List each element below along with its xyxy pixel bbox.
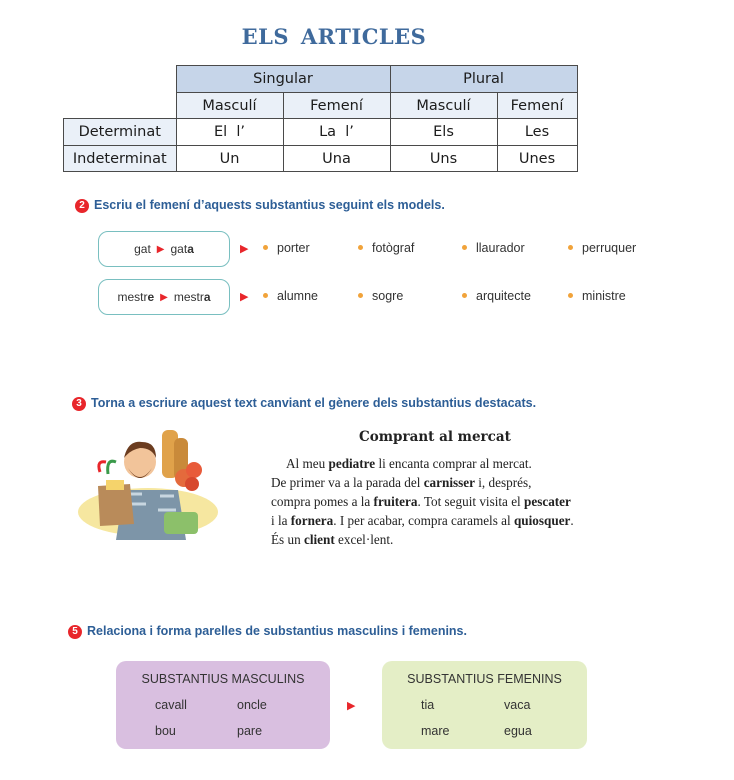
model-mestre: mestr e ▶ mestr a	[98, 279, 230, 315]
noun: bou	[155, 724, 176, 738]
story-text	[271, 454, 651, 549]
cell: Unes	[497, 146, 577, 172]
story-line: i la fornera. I per acabar, compra caramels al quiosquer.	[271, 513, 574, 528]
word-item: arquitecte	[462, 289, 531, 303]
masculine-nouns-box	[116, 661, 330, 749]
cell: Uns	[390, 146, 497, 172]
word-item: alumne	[263, 289, 318, 303]
arrow-right-icon: ▶	[347, 700, 356, 712]
row-label-determinat: Determinat	[64, 119, 177, 146]
cell: Un	[176, 146, 283, 172]
header-masc-plural: Masculí	[390, 93, 497, 119]
articles-table	[63, 65, 578, 172]
cell: Una	[283, 146, 390, 172]
story-line: De primer va a la parada del carnisser i, després,	[271, 475, 532, 490]
exercise-5-heading: 5 Relaciona i forma parelles de substantius masculins i femenins.	[68, 624, 467, 639]
noun: mare	[421, 724, 450, 738]
noun: egua	[504, 724, 532, 738]
word-item: ministre	[568, 289, 626, 303]
noun: cavall	[155, 698, 187, 712]
exercise-2-heading: 2 Escriu el femení d’aquests substantius seguint els models.	[75, 198, 445, 213]
header-plural: Plural	[390, 66, 577, 93]
arrow-right-icon: ▶	[160, 291, 168, 303]
word-item: sogre	[358, 289, 403, 303]
noun: vaca	[504, 698, 531, 712]
story-line: compra pomes a la fruitera. Tot seguit visita el pescater	[271, 494, 571, 509]
cell: Els	[390, 119, 497, 146]
feminine-nouns-box	[382, 661, 587, 749]
arrow-right-icon: ▶	[156, 243, 165, 255]
noun: tia	[421, 698, 435, 712]
cell: Les	[497, 119, 577, 146]
exercise-3-heading: 3 Torna a escriure aquest text canviant el gènere dels substantius destacats.	[72, 396, 536, 411]
word-item: porter	[263, 241, 310, 255]
header-fem-singular: Femení	[283, 93, 390, 119]
exercise-number-badge: 2	[75, 199, 89, 213]
cell: La l’	[283, 119, 390, 146]
arrow-right-icon: ▶	[240, 291, 249, 303]
story-title: Comprant al mercat	[359, 429, 511, 445]
word-item: fotògraf	[358, 241, 414, 255]
shopper-illustration	[76, 420, 226, 542]
cell: El l’	[176, 119, 283, 146]
exercise-number-badge: 3	[72, 397, 86, 411]
model-gat: gat ▶ gat a	[98, 231, 230, 267]
exercise-number-badge: 5	[68, 625, 82, 639]
header-masc-singular: Masculí	[176, 93, 283, 119]
header-singular: Singular	[176, 66, 390, 93]
word-item: llaurador	[462, 241, 525, 255]
story-line: És un client excel·lent.	[271, 532, 394, 547]
header-fem-plural: Femení	[497, 93, 577, 119]
box-title: SUBSTANTIUS FEMENINS	[407, 672, 562, 686]
noun: oncle	[237, 698, 267, 712]
noun: pare	[237, 724, 263, 738]
row-label-indeterminat: Indeterminat	[64, 146, 177, 172]
box-title: SUBSTANTIUS MASCULINS	[141, 672, 305, 686]
arrow-right-icon: ▶	[240, 243, 249, 255]
word-item: perruquer	[568, 241, 636, 255]
story-line: Al meu pediatre li encanta comprar al mercat.	[286, 456, 532, 471]
page-title: ELS ARTICLES	[241, 24, 427, 49]
